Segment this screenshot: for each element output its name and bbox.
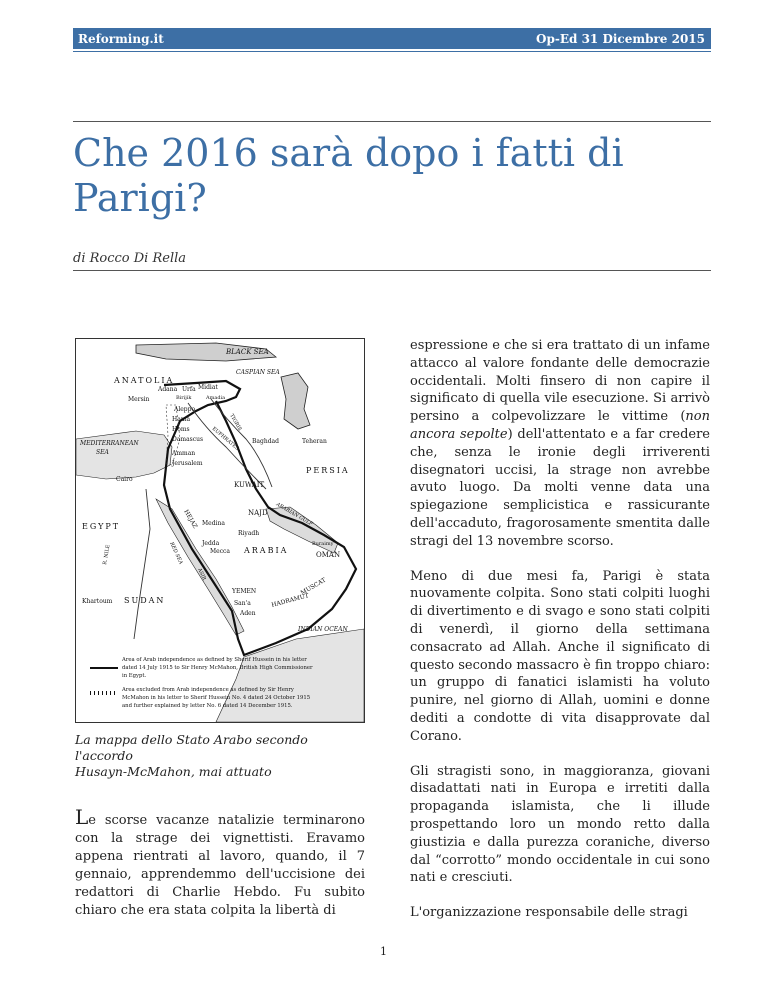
- map-label: Amadia: [206, 395, 226, 401]
- map-label: ASIR: [196, 567, 208, 582]
- paragraph-1: espressione e che si era trattato di un infame attacco al valore fondante delle democrazie occidentali. Molti finsero di non capire il significato di quella vile esecuzione. Si arrivò persino a colpevolizzare le vittime (non ancora sepolte) dell'attentato e a far credere che, senza le ironie degli irriverenti disegnatori uccisi, la strage non avrebbe avuto luogo. Da molti venne data una spiegazione semplicistica e rassicurante dell'accaduto, fragorosamente smentita dalle stragi del 13 novembre scorso.: [410, 338, 710, 549]
- header-underline: [73, 51, 711, 52]
- left-paragraph: e scorse vacanze natalizie terminarono con la strage dei vignettisti. Eravamo appena rientrati al lavoro, quando, il 7 gennaio, apprendemmo dell'uccisione dei redattori di Charlie Hebdo. Fu subito chiaro che era stata colpita la libertà di: [75, 813, 365, 918]
- map-label: Jerusalem: [172, 460, 203, 467]
- page-number: 1: [380, 945, 387, 958]
- paragraph-4: L'organizzazione responsabile delle stragi: [410, 905, 688, 921]
- legend-text: dated 14 July 1915 to Sir Henry McMahon, British High Commissioner: [122, 665, 313, 671]
- map-label: Teheran: [302, 438, 327, 445]
- mediterranean-shape: [76, 431, 172, 479]
- emphasis: non ancora sepolte: [410, 409, 710, 442]
- left-column-text: [75, 805, 365, 920]
- header-bar: [73, 28, 711, 49]
- paragraph-2: Meno di due mesi fa, Parigi è stata nuovamente colpita. Sono stati colpiti luoghi di divertimento e di svago e sono stati colpiti di venerdì, il giorno della settimana consacrato ad Allah. Anche il significato di questo secondo massacro è fin troppo chiaro: un gruppo di fanatici islamisti ha voluto punire, nel giorno di Allah, uomini e donne dediti a condotte di vita disapprovate dal Corano.: [410, 568, 710, 744]
- map-label: Amman: [172, 450, 196, 457]
- map-label: Mecca: [210, 548, 230, 555]
- map-label: OMAN: [316, 551, 341, 559]
- map-label: ARABIA: [244, 546, 289, 555]
- article-title: Che 2016 sarà dopo i fatti di Parigi?: [73, 131, 624, 220]
- map-image: [76, 339, 364, 722]
- map-label: Aleppo: [174, 406, 196, 413]
- map-label: Baghdad: [252, 438, 279, 445]
- map-label: Damascus: [172, 436, 204, 443]
- map-label: R. NILE: [102, 544, 112, 566]
- title-rule-bottom: [73, 270, 711, 271]
- map-label: YEMEN: [232, 588, 257, 595]
- map-label: PERSIA: [306, 466, 350, 475]
- legend-text: Area excluded from Arab independence as defined by Sir Henry: [122, 687, 294, 693]
- map-label: MUSCAT: [299, 576, 328, 597]
- map-label: Jedda: [202, 540, 220, 547]
- map-label: RED SEA: [168, 541, 184, 566]
- legend-text: McMahon in his letter to Sherif Hussein No. 4 dated 24 October 1915: [122, 695, 311, 701]
- paragraph-3: Gli stragisti sono, in maggioranza, giovani disadattati nati in Europa e irretiti dalla propaganda islamista, che li illude prospettando loro un mondo retto dalla giustizia e dalla purezza coraniche, diverso dal “corrotto” mondo occidentale in cui sono nati e cresciuti.: [410, 763, 710, 886]
- map-label: ARABIAN GULF: [275, 501, 314, 528]
- map-label: EGYPT: [82, 522, 121, 531]
- map-label: ANATOLIA: [114, 376, 175, 385]
- map-label: HEJAZ: [182, 508, 199, 530]
- euphrates-river: [188, 403, 266, 489]
- map-label: Medina: [202, 520, 225, 527]
- map-label: Aden: [240, 610, 256, 617]
- map-label: Urfa: [182, 386, 196, 393]
- section-date: Op-Ed 31 Dicembre 2015: [536, 31, 705, 46]
- map-label: TIGRIS: [228, 413, 243, 433]
- legend-text: in Egypt.: [122, 673, 147, 679]
- map-label: Cairo: [116, 476, 133, 483]
- legend-text: Area of Arab independence as defined by Sherif Hussein in his letter: [122, 657, 307, 663]
- map-label: Birijik: [176, 395, 192, 401]
- figure-caption: [75, 732, 365, 780]
- map-label: Homs: [172, 426, 190, 433]
- dropcap: L: [75, 805, 89, 829]
- map-label: Riyadh: [238, 530, 260, 537]
- map-label: INDIAN OCEAN: [298, 626, 348, 633]
- map-label: NAJD: [248, 509, 268, 517]
- map-label: SUDAN: [124, 596, 166, 605]
- caption-line: La mappa dello Stato Arabo secondo l'accordo: [75, 732, 308, 763]
- site-name: Reforming.it: [78, 31, 164, 46]
- map-label: EUPHRATES: [210, 425, 240, 452]
- right-column: [410, 337, 710, 939]
- map-label: SEA: [96, 449, 109, 456]
- map-label: CASPIAN SEA: [236, 369, 280, 376]
- nile-river: [134, 489, 150, 639]
- map-label: Khartoum: [82, 598, 113, 605]
- map-figure: [75, 338, 365, 723]
- caspian-sea-shape: [281, 373, 310, 429]
- caption-line: Husayn-McMahon, mai attuato: [75, 764, 272, 779]
- map-label: Adana: [158, 386, 178, 393]
- map-label: BLACK SEA: [226, 348, 269, 356]
- map-label: Hama: [172, 416, 191, 423]
- map-label: San'a: [234, 600, 251, 607]
- title-rule-top: [73, 121, 711, 122]
- map-label: Midiat: [198, 384, 218, 391]
- map-label: HADRAMUT: [270, 592, 310, 609]
- map-label: Buraimy: [312, 541, 334, 547]
- legend-text: and further explained by letter No. 6 dated 14 December 1915.: [122, 703, 293, 709]
- map-label: Mersin: [128, 396, 150, 403]
- map-label: MEDITERRANEAN: [80, 440, 139, 447]
- map-label: KUWAIT: [234, 481, 265, 489]
- byline: di Rocco Di Rella: [73, 251, 187, 266]
